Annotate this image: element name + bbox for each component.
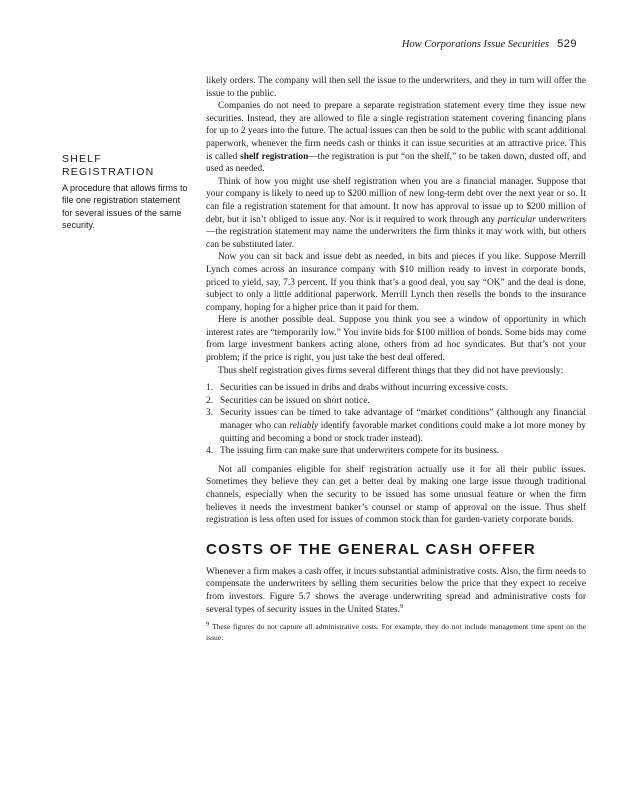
emphasis-reliably: reliably [289,421,319,432]
page-number: 529 [557,38,577,50]
list-number: 2. [206,395,214,406]
running-title: How Corporations Issue Securities [401,39,550,50]
emphasis-particular: particular [497,214,536,225]
paragraph-text: underwriters—the registration statement may name the underwriters the firm thinks it may work with, but others can be substituted later. [206,214,587,250]
paragraph-not-all-companies: Not all companies eligible for shelf registration actually use it for all their public issues. Sometimes they believe they can get a better deal by making one large issue through traditional channels, especially when the security to be issued has some unusual feature or when the firm believes it needs the investment banker’s counsel or stamp of approval on the issue. Thus shelf registration is less often used for issues of common stock than for garden-variety corporate bonds. [206,464,586,526]
paragraph-text: Whenever a firm makes a cash offer, it incurs substantial administrative costs. Also, the firm needs to compensate the underwriters by selling them securities below the price that they expect to receive from investors. Figure 5.7 shows the average underwriting spread and administrative costs for several types of security issues in the United States. [206,566,586,615]
paragraph-costs [206,566,586,616]
footnote-reference: 9 [399,602,404,610]
margin-term: SHELF REGISTRATION [62,153,155,178]
paragraph-text: —the registration is put “on the shelf,” to be taken down, dusted off, and used as needed. [206,151,587,175]
list-text-part: Security issues can be timed to take advantage of “market conditions” (although any financial manager who can [220,408,586,432]
list-item [206,395,586,408]
margin-note [62,153,192,231]
main-text [206,75,586,643]
paragraph-continued: likely orders. The company will then sell the issue to the underwriters, and they in turn will offer the issue to the public. [206,76,586,99]
margin-definition: A procedure that allows firms to file one registration statement for several issues of the same security. [62,183,188,230]
list-number: 3. [206,408,214,419]
paragraph-text: Think of how you might use shelf registration when you are a financial manager. Suppose that your company is likely to need up to $200 million of new long-term debt over the next year or so. It can file a registration statement for that amount. It now has approval to issue up to $200 million of debt, but it isn’t obliged to issue any. Nor is it required to work through any [206,176,586,225]
list-item [206,445,586,458]
list-text [220,407,586,445]
footnote-text: These figures do not capture all administrative costs. For example, they do not include management time spent on the issue. [206,622,587,642]
list-number: 4. [206,446,214,457]
list-text: Securities can be issued on short notice. [220,395,370,406]
paragraph-benefits-intro: Thus shelf registration gives firms several different things that they did not have previously: [218,365,564,376]
running-header [402,38,577,50]
footnote-marker: 9 [206,620,210,628]
key-term-shelf-registration: shelf registration [240,151,309,162]
paragraph-window-of-opportunity: Here is another possible deal. Suppose you think you see a window of opportunity in which interest rates are “temporarily low.” You invite bids for $100 million of bonds. Some bids may come from large investment bankers acting alone, others from ad hoc syndicates. But that’s not your problem; if the price is right, you just take the best deal offered. [206,315,586,364]
list-text: Securities can be issued in dribs and drabs without incurring excessive costs. [220,383,508,394]
list-text: The issuing firm can make sure that underwriters compete for its business. [220,446,500,457]
section-heading: COSTS OF THE GENERAL CASH OFFER [206,540,537,558]
paragraph-financial-manager [206,176,586,252]
paragraph-shelf-intro [206,100,586,176]
paragraph-merrill-lynch: Now you can sit back and issue debt as needed, in bits and pieces if you like. Suppose Merrill Lynch comes across an insurance company with $10 million ready to invest in corporate bonds, priced to yield, say, 7.3 percent. If you think that’s a good deal, you say “OK” and the deal is done, subject to only a little additional paperwork. Merrill Lynch then resells the bonds to the insurance company, hoping for a higher price than it paid for them. [206,252,586,313]
list-item [206,407,586,445]
list-text-part: identify favorable market conditions could make a lot more money by quitting and becoming a bond or stock trader instead). [220,421,586,444]
list-item [206,382,586,395]
list-number: 1. [206,383,214,394]
footnote [206,622,586,643]
benefits-list [206,382,586,458]
paragraph-text: Companies do not need to prepare a separate registration statement every time they issue new securities. Instead, they are allowed to file a single registration statement covering financing plans for up to 2 years into the future. The actual issues can then be sold to the public with scant additional paperwork, whenever the firm needs cash or thinks it can issue securities at an attractive price. This is called [206,101,586,162]
